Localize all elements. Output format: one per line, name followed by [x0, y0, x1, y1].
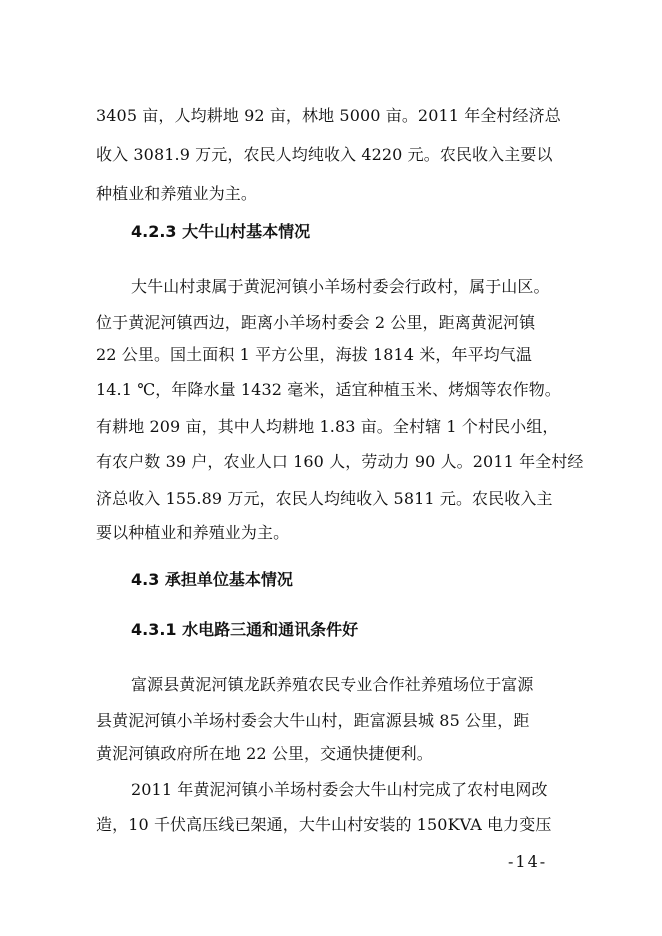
paragraph-2-line-2: 位于黄泥河镇西边，距离小羊场村委会 2 公里，距离黄泥河镇: [96, 313, 536, 332]
paragraph-4-line-2: 造，10 千伏高压线已架通，大牛山村安装的 150KVA 电力变压: [96, 815, 552, 834]
paragraph-1-line-2: 收入 3081.9 万元，农民人均纯收入 4220 元。农民收入主要以: [96, 145, 553, 164]
page-number: -14-: [508, 852, 548, 871]
paragraph-3-line-1: 富源县黄泥河镇龙跃养殖农民专业合作社养殖场位于富源: [131, 675, 534, 694]
paragraph-3-line-2: 县黄泥河镇小羊场村委会大牛山村，距富源县城 85 公里，距: [96, 711, 530, 730]
section-heading-4-3-1: 4.3.1 水电路三通和通讯条件好: [131, 620, 359, 639]
paragraph-1-line-3: 种植业和养殖业为主。: [96, 184, 258, 203]
paragraph-4-line-1: 2011 年黄泥河镇小羊场村委会大牛山村完成了农村电网改: [131, 780, 548, 799]
paragraph-1-line-1: 3405 亩，人均耕地 92 亩，林地 5000 亩。2011 年全村经济总: [96, 106, 561, 125]
paragraph-2-line-1: 大牛山村隶属于黄泥河镇小羊场村委会行政村，属于山区。: [131, 277, 550, 296]
paragraph-2-line-5: 有耕地 209 亩，其中人均耕地 1.83 亩。全村辖 1 个村民小组，: [96, 417, 559, 436]
paragraph-2-line-4: 14.1 ℃，年降水量 1432 毫米，适宜种植玉米、烤烟等农作物。: [96, 380, 561, 399]
paragraph-2-line-6: 有农户数 39 户，农业人口 160 人，劳动力 90 人。2011 年全村经: [96, 452, 584, 471]
paragraph-2-line-8: 要以种植业和养殖业为主。: [96, 523, 290, 542]
section-heading-4-2-3: 4.2.3 大牛山村基本情况: [131, 222, 311, 241]
section-heading-4-3: 4.3 承担单位基本情况: [131, 570, 293, 589]
paragraph-2-line-3: 22 公里。国土面积 1 平方公里，海拔 1814 米，年平均气温: [96, 345, 532, 364]
paragraph-2-line-7: 济总收入 155.89 万元，农民人均纯收入 5811 元。农民收入主: [96, 489, 553, 508]
paragraph-3-line-3: 黄泥河镇政府所在地 22 公里，交通快捷便利。: [96, 744, 433, 763]
